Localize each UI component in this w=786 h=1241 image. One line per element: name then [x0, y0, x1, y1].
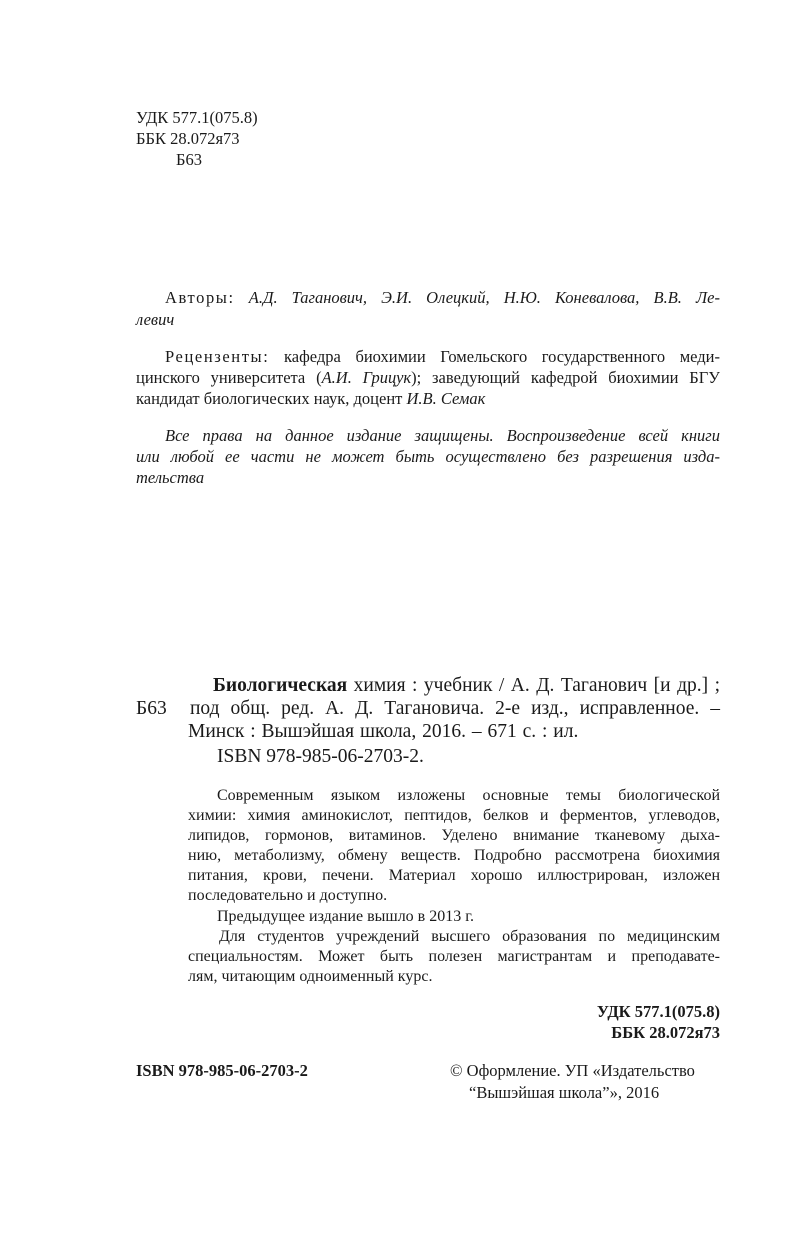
bib-title: Биологическая: [213, 675, 348, 696]
abstract-line: липидов, гормонов, витаминов. Уделено внимание тканевому дыха-: [188, 827, 720, 844]
reviewers-label: Рецензенты:: [165, 347, 270, 366]
authors-names: А.Д. Таганович, Э.И. Олецкий, Н.Ю. Коневалова, В.В. Ле-: [248, 288, 721, 307]
copyright-line: © Оформление. УП «Издательство: [450, 1061, 695, 1080]
author-code: Б63: [176, 150, 202, 169]
bib-title-line: [213, 674, 720, 697]
abstract-line: лям, читающим одноименный курс.: [188, 968, 433, 985]
abstract-line: химии: химия аминокислот, пептидов, белков и ферментов, углеводов,: [188, 807, 720, 824]
bbk-code: ББК 28.072я73: [136, 129, 240, 148]
footer-udk: УДК 577.1(075.8): [596, 1002, 720, 1021]
authors-label: Авторы:: [165, 288, 235, 307]
bib-text: химия : учебник / А. Д. Таганович [и др.] ;: [347, 675, 720, 696]
reviewer-name: И.В. Семак: [406, 389, 486, 408]
footer-isbn: ISBN 978-985-06-2703-2: [136, 1061, 308, 1080]
copyright-line: “Вышэйшая школа”», 2016: [469, 1083, 660, 1102]
bib-line: под общ. ред. А. Д. Тагановича. 2-е изд., исправленное. –: [190, 698, 720, 719]
abstract-line: питания, крови, печени. Материал хорошо иллюстрирован, изложен: [188, 867, 720, 884]
reviewers-line: [136, 368, 720, 388]
reviewers-line: [136, 389, 485, 409]
bib-line: Минск : Вышэйшая школа, 2016. – 671 с. : ил.: [188, 721, 579, 742]
abstract-line: последовательно и доступно.: [188, 887, 388, 904]
abstract-line: Для студентов учреждений высшего образования по медицинским: [219, 928, 720, 945]
abstract-line: Современным языком изложены основные темы биологической: [217, 787, 720, 804]
bib-code: Б63: [136, 698, 167, 719]
reviewers-text: цинского университета (: [136, 368, 322, 387]
rights-line: Все права на данное издание защищены. Воспроизведение всей книги: [165, 426, 720, 445]
authors-names-cont: левич: [136, 310, 175, 329]
reviewers-text: ); заведующий кафедрой биохимии БГУ: [411, 368, 720, 387]
bib-isbn: ISBN 978-985-06-2703-2.: [217, 746, 424, 767]
udk-code: УДК 577.1(075.8): [136, 108, 258, 127]
reviewers-text: кандидат биологических наук, доцент: [136, 389, 407, 408]
reviewers-line: [136, 347, 720, 367]
abstract-line: специальностям. Может быть полезен магистрантам и преподавате-: [188, 948, 720, 965]
abstract-line: нию, метаболизму, обмену веществ. Подробно рассмотрена биохимия: [188, 847, 720, 864]
rights-line: или любой ее части не может быть осуществлено без разрешения изда-: [136, 447, 720, 466]
footer-bbk: ББК 28.072я73: [611, 1023, 720, 1042]
authors-line: [136, 288, 720, 308]
reviewer-name: А.И. Грицук: [321, 368, 412, 387]
abstract-line: Предыдущее издание вышло в 2013 г.: [217, 908, 474, 925]
reviewers-text: кафедра биохимии Гомельского государственного меди-: [284, 347, 721, 366]
rights-line: тельства: [136, 468, 205, 487]
